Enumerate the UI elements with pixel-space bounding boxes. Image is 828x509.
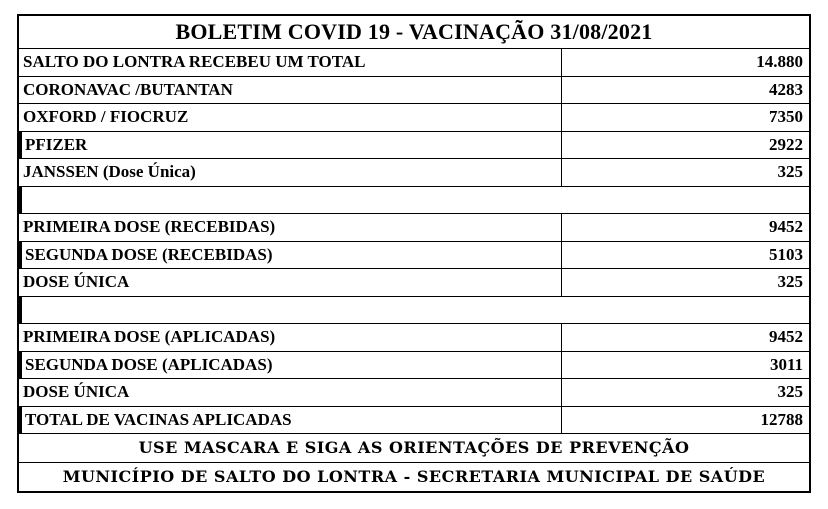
section-divider bbox=[19, 297, 809, 325]
table-row bbox=[19, 159, 809, 187]
table-row bbox=[19, 379, 809, 407]
table-row bbox=[19, 49, 809, 77]
row-value: 325 bbox=[777, 272, 803, 291]
row-label: PRIMEIRA DOSE (RECEBIDAS) bbox=[19, 214, 562, 241]
table-row bbox=[19, 132, 809, 160]
row-label: JANSSEN (Dose Única) bbox=[19, 159, 562, 186]
table-row bbox=[19, 324, 809, 352]
row-label: DOSE ÚNICA bbox=[19, 379, 562, 406]
row-value: 7350 bbox=[769, 107, 803, 126]
row-value: 325 bbox=[777, 162, 803, 181]
section-divider bbox=[19, 187, 809, 215]
bulletin-title: BOLETIM COVID 19 - VACINAÇÃO 31/08/2021 bbox=[19, 16, 809, 49]
row-value: 2922 bbox=[769, 134, 803, 154]
bulletin-table bbox=[17, 14, 811, 493]
prevention-notice: USE MASCARA E SIGA AS ORIENTAÇÕES DE PREVENÇÃO bbox=[19, 434, 809, 463]
table-row bbox=[19, 352, 809, 380]
table-row bbox=[19, 242, 809, 270]
row-value: 12788 bbox=[760, 409, 803, 429]
row-value: 3011 bbox=[769, 354, 803, 374]
row-label: CORONAVAC /BUTANTAN bbox=[19, 77, 562, 104]
row-label: DOSE ÚNICA bbox=[19, 269, 562, 296]
municipality-footer: MUNICÍPIO DE SALTO DO LONTRA - SECRETARIA MUNICIPAL DE SAÚDE bbox=[62, 467, 766, 486]
table-row bbox=[19, 77, 809, 105]
row-value: 9452 bbox=[769, 217, 803, 236]
table-row bbox=[19, 407, 809, 435]
row-value: 325 bbox=[777, 382, 803, 401]
table-row bbox=[19, 269, 809, 297]
table-row bbox=[19, 104, 809, 132]
row-label: OXFORD / FIOCRUZ bbox=[19, 104, 562, 131]
row-value: 5103 bbox=[769, 244, 803, 264]
row-value: 14.880 bbox=[756, 52, 803, 71]
row-label: SALTO DO LONTRA RECEBEU UM TOTAL bbox=[19, 49, 562, 76]
row-label: SEGUNDA DOSE (RECEBIDAS) bbox=[19, 242, 562, 269]
row-label: PRIMEIRA DOSE (APLICADAS) bbox=[19, 324, 562, 351]
row-label: SEGUNDA DOSE (APLICADAS) bbox=[19, 352, 562, 379]
row-label: PFIZER bbox=[19, 132, 562, 159]
row-label: TOTAL DE VACINAS APLICADAS bbox=[19, 407, 562, 434]
row-value: 9452 bbox=[769, 327, 803, 346]
table-row bbox=[19, 214, 809, 242]
row-value: 4283 bbox=[769, 79, 803, 99]
